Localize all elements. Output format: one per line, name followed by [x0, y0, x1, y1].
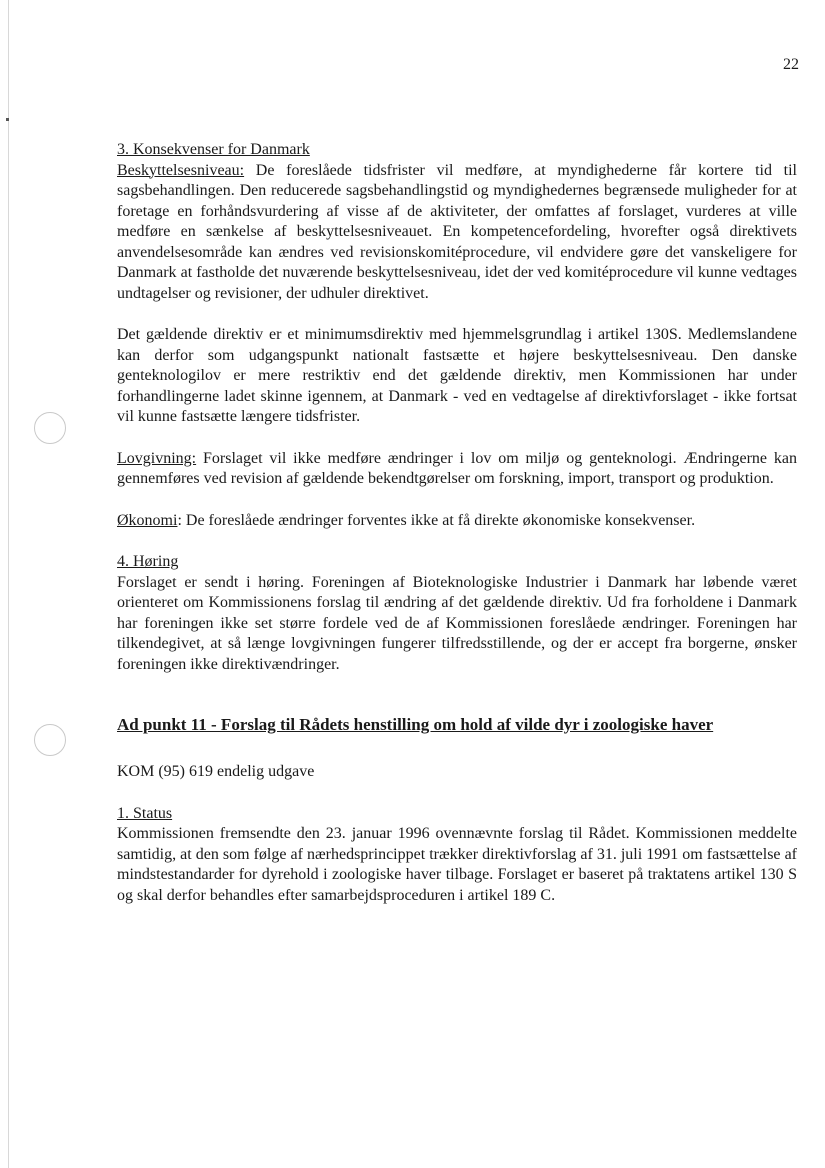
beskyttelsesniveau-text: De foreslåede tidsfrister vil medføre, at myndighederne får kortere tid til sagsbehandlingen. Den reducerede sagsbehandlingstid og myndighedernes begrænsede muligheder for at foretage en forhåndsvurdering af visse af de aktiviteter, der omfattes af forslaget, vurderes at ville medføre en sænkelse af beskyttelsesniveauet. En kompetencefordeling, hvorefter også direktivets anvendelsesområde kan ændres ved revisionskomitéprocedure, vil endvidere gøre det vanskeligere for Danmark at fastholde det nuværende beskyttelsesniveau, idet der ved komitéprocedure vil kunne vedtages undtagelser og revisioner, der udhuler direktivet. [117, 161, 797, 302]
section4-heading: 4. Høring [117, 553, 179, 570]
status-heading: 1. Status [117, 804, 173, 822]
punch-hole-bottom [34, 724, 66, 756]
section3-heading: 3. Konsekvenser for Danmark [117, 141, 310, 158]
lovgivning-label: Lovgivning: [117, 449, 197, 467]
punch-hole-top [34, 412, 66, 444]
paragraph-minimumsdirektiv: Det gældende direktiv er et minimumsdirektiv med hjemmelsgrundlag i artikel 130S. Medlemslandene kan derfor som udgangspunkt nationalt fastsætte et højere beskyttelsesniveau. Den danske genteknologilov er mere restriktiv end det gældende direktiv, men Kommissionen har under forhandlingerne ladet skinne igennem, at Danmark - ved en vedtagelse af direktivforslaget - ikke fortsat vil kunne fastsætte længere tidsfrister. [117, 326, 797, 425]
page-left-edge [8, 0, 9, 1168]
document-body [117, 140, 797, 906]
okonomi-label: Økonomi [117, 511, 178, 529]
paragraph-okonomi [117, 511, 797, 532]
lovgivning-text: Forslaget vil ikke medføre ændringer i lov om miljø og genteknologi. Ændringerne kan gennemføres ved revision af gældende bekendtgørelser om forskning, import, transport og produktion. [117, 449, 797, 487]
page-number: 22 [783, 56, 799, 73]
okonomi-text: : De foreslåede ændringer forventes ikke at få direkte økonomiske konsekvenser. [177, 511, 696, 529]
paragraph-horing: Forslaget er sendt i høring. Foreningen af Bioteknologiske Industrier i Danmark har løbende været orienteret om Kommissionens forslag til ændring af det gældende direktiv. Ud fra forholdene i Danmark har foreningen ikke set større fordele ved de af Kommissionen foreslåede ændringer. Foreningen har tilkendegivet, at så længe lovgivningen fungerer tilfredsstillende, og der er accept fra borgerne, ønsker foreningen ikke direktivændringer. [117, 573, 797, 673]
punkt11-heading: Ad punkt 11 - Forslag til Rådets henstilling om hold af vilde dyr i zoologiske haver [117, 715, 714, 734]
beskyttelsesniveau-label: Beskyttelsesniveau: [117, 161, 245, 179]
kom-reference: KOM (95) 619 endelig udgave [117, 763, 315, 780]
paragraph-lovgivning [117, 449, 797, 490]
paragraph-status: Kommissionen fremsendte den 23. januar 1996 ovennævnte forslag til Rådet. Kommissionen meddelte samtidig, at den som følge af nærhedsprincippet trækker direktivforslag af 31. juli 1991 om fastsættelse af mindstestandarder for dyrehold i zoologiske haver tilbage. Forslaget er baseret på traktatens artikel 130 S og skal derfor behandles efter samarbejdsproceduren i artikel 189 C. [117, 825, 797, 904]
paragraph-beskyttelsesniveau [117, 161, 797, 305]
margin-mark [6, 118, 9, 121]
